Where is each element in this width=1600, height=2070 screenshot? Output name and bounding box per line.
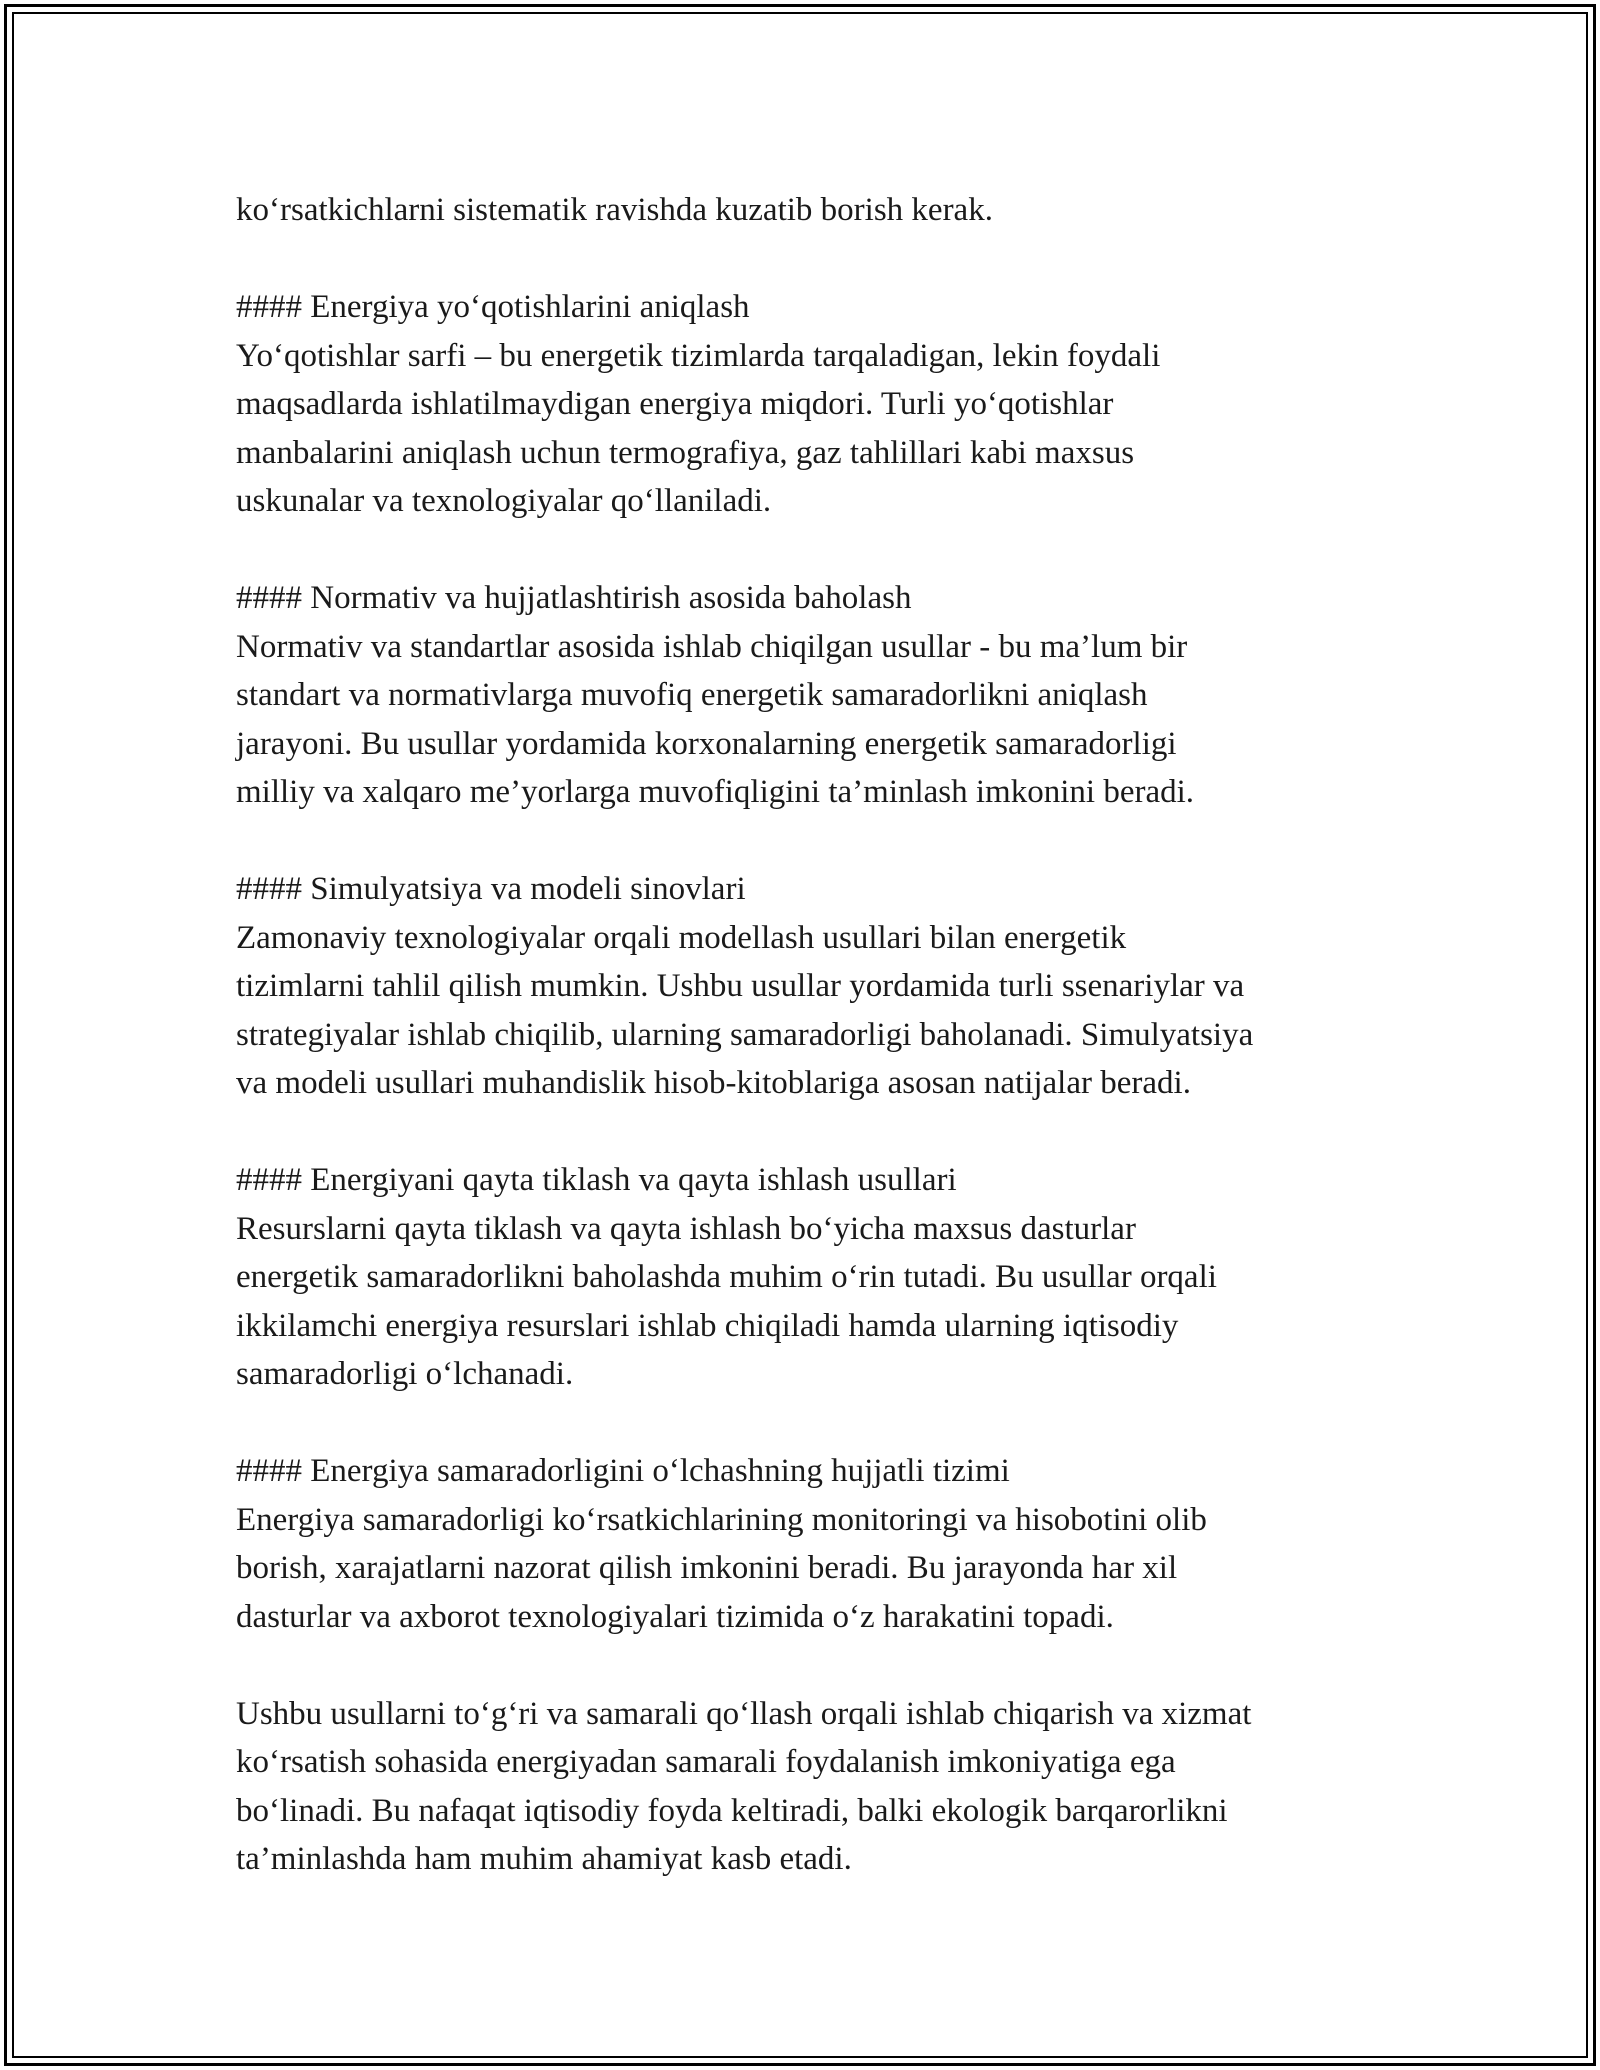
section-heading: #### Normativ va hujjatlashtirish asosida baholash [236,580,912,616]
conclusion-paragraph: Ushbu usullarni to‘g‘ri va samarali qo‘llash orqali ishlab chiqarish va xizmat ko‘rsatish sohasida energiyadan samarali foydalanish imkoniyatiga ega bo‘linadi. Bu nafaqat iqtisodiy foyda keltiradi, balki ekologik barqarorlikni ta’minlashda ham muhim ahamiyat kasb etadi. [236,1695,1252,1877]
intro-line: ko‘rsatkichlarni sistematik ravishda kuzatib borish kerak. [236,192,993,228]
section-body: Resurslarni qayta tiklash va qayta ishlash bo‘yicha maxsus dasturlar energetik samaradorlikni baholashda muhim o‘rin tutadi. Bu usullar orqali ikkilamchi energiya resurslari ishlab chiqiladi hamda ularning iqtisodiy samaradorligi o‘lchanadi. [236,1210,1217,1392]
section-heading: #### Energiyani qayta tiklash va qayta ishlash usullari [236,1162,957,1198]
section-body: Normativ va standartlar asosida ishlab chiqilgan usullar - bu ma’lum bir standart va normativlarga muvofiq energetik samaradorlikni aniqlash jarayoni. Bu usullar yordamida korxonalarning energetik samaradorligi milliy va xalqaro me’yorlarga muvofiqligini ta’minlash imkonini beradi. [236,628,1195,810]
section-heading: #### Simulyatsiya va modeli sinovlari [236,871,746,907]
section-heading: #### Energiya samaradorligini o‘lchashning hujjatli tizimi [236,1453,1010,1489]
document-body [236,186,1400,1932]
section-simulation [236,865,1400,1108]
section-documentation [236,1447,1400,1641]
section-normative [236,574,1400,817]
section-recovery [236,1156,1400,1399]
section-body: Yo‘qotishlar sarfi – bu energetik tizimlarda tarqaladigan, lekin foydali maqsadlarda ishlatilmaydigan energiya miqdori. Turli yo‘qotishlar manbalarini aniqlash uchun termografiya, gaz tahlillari kabi maxsus uskunalar va texnologiyalar qo‘llaniladi. [236,337,1161,519]
section-heading: #### Energiya yo‘qotishlarini aniqlash [236,289,750,325]
section-body: Energiya samaradorligi ko‘rsatkichlarining monitoringi va hisobotini olib borish, xarajatlarni nazorat qilish imkonini beradi. Bu jarayonda har xil dasturlar va axborot texnologiyalari tizimida o‘z harakatini topadi. [236,1501,1207,1635]
section-body: Zamonaviy texnologiyalar orqali modellash usullari bilan energetik tizimlarni tahlil qilish mumkin. Ushbu usullar yordamida turli ssenariylar va strategiyalar ishlab chiqilib, ularning samaradorligi baholanadi. Simulyatsiya va modeli usullari muhandislik hisob-kitoblariga asosan natijalar beradi. [236,919,1254,1101]
section-energy-losses [236,283,1400,526]
